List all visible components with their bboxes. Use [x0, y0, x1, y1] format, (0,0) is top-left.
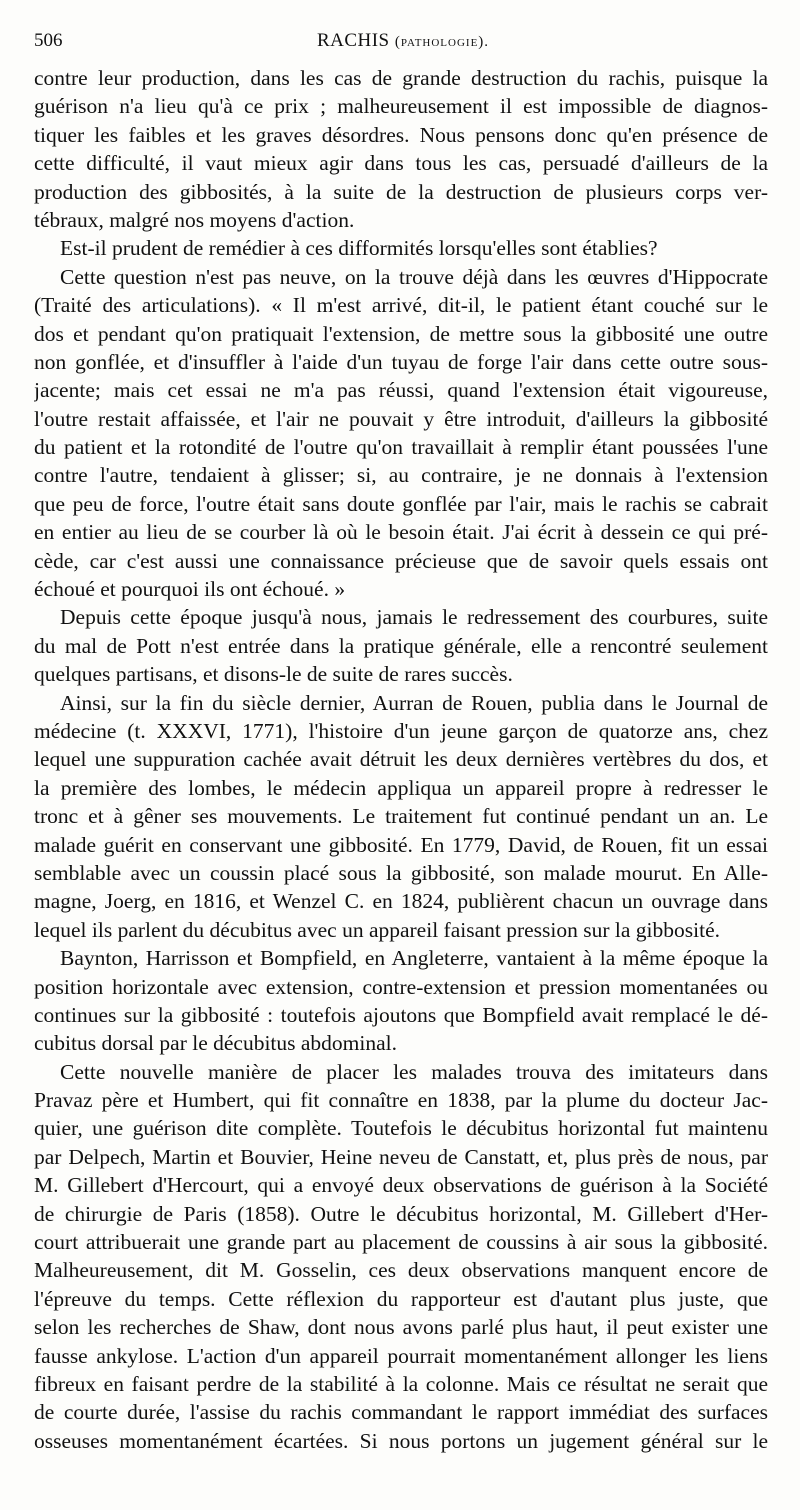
running-header	[34, 30, 772, 60]
text-line: lequel ils parlent du décubitus avec un appareil faisant pression sur la gibbosité.	[34, 917, 721, 942]
text-line: Depuis cette époque jusqu'à nous, jamais le redressement des courbures, suite	[60, 605, 768, 630]
text-line: tronc et à gêner ses mouvements. Le traitement fut continué pendant un an. Le	[34, 804, 768, 829]
text-line: lequel une suppuration cachée avait détruit les deux dernières vertèbres du dos, et	[34, 747, 768, 772]
text-line: (Traité des articulations). « Il m'est arrivé, dit-il, le patient étant couché sur le	[34, 293, 768, 318]
text-line: Baynton, Harrisson et Bompfield, en Angleterre, vantaient à la même époque la	[60, 946, 768, 971]
text-line: semblable avec un coussin placé sous la gibbosité, son malade mourut. En Alle-	[34, 860, 768, 885]
text-line: que peu de force, l'outre était sans doute gonflée par l'air, mais le rachis se cabrait	[34, 491, 768, 516]
text-line: du mal de Pott n'est entrée dans la pratique générale, elle a rencontré seulement	[34, 633, 768, 658]
text-line: cubitus dorsal par le décubitus abdominal.	[34, 1031, 398, 1056]
text-line: Est-il prudent de remédier à ces difformités lorsqu'elles sont établies?	[60, 236, 658, 261]
text-line: l'outre restait affaissée, et l'air ne pouvait y être introduit, d'ailleurs la gibbosité	[34, 406, 768, 431]
text-line: guérison n'a lieu qu'à ce prix ; malheureusement il est impossible de diagnos-	[34, 94, 768, 119]
text-line: cède, car c'est aussi une connaissance précieuse que de savoir quels essais ont	[34, 548, 768, 573]
text-line: de chirurgie de Paris (1858). Outre le décubitus horizontal, M. Gillebert d'Her-	[34, 1201, 768, 1226]
page-number: 506	[34, 30, 63, 51]
text-line: Cette nouvelle manière de placer les malades trouva des imitateurs dans	[60, 1059, 768, 1084]
text-line: quelques partisans, et disons-le de suite de rares succès.	[34, 662, 513, 687]
text-line: de courte durée, l'assise du rachis commandant le rapport immédiat des surfaces	[34, 1400, 768, 1425]
text-line: cette difficulté, il vaut mieux agir dans tous les cas, persuadé d'ailleurs de la	[34, 151, 768, 176]
text-line: continues sur la gibbosité : toutefois ajoutons que Bompfield avait remplacé le dé-	[34, 1002, 768, 1027]
text-line: production des gibbosités, à la suite de la destruction de plusieurs corps ver-	[34, 179, 768, 204]
text-line: tiquer les faibles et les graves désordres. Nous pensons donc qu'en présence de	[34, 122, 768, 147]
text-line: fausse ankylose. L'action d'un appareil pourrait momentanément allonger les liens	[34, 1343, 768, 1368]
text-line: selon les recherches de Shaw, dont nous avons parlé plus haut, il peut exister une	[34, 1315, 768, 1340]
text-line: Cette question n'est pas neuve, on la trouve déjà dans les œuvres d'Hippocrate	[60, 264, 768, 289]
text-line: échoué et pourquoi ils ont échoué. »	[34, 577, 346, 602]
text-line: en entier au lieu de se courber là où le besoin était. J'ai écrit à dessein ce qui pré-	[34, 520, 768, 545]
text-line: Pravaz père et Humbert, qui fit connaître en 1838, par la plume du docteur Jac-	[34, 1088, 768, 1113]
text-line: la première des lombes, le médecin appliqua un appareil propre à redresser le	[34, 775, 768, 800]
text-line: contre l'autre, tendaient à glisser; si, au contraire, je ne donnais à l'extension	[34, 463, 768, 488]
text-line: osseuses momentanément écartées. Si nous portons un jugement général sur le	[34, 1428, 768, 1453]
text-line: M. Gillebert d'Hercourt, qui a envoyé deux observations de guérison à la Société	[34, 1173, 768, 1198]
running-title-main: RACHIS	[316, 30, 390, 51]
text-line: par Delpech, Martin et Bouvier, Heine neveu de Canstatt, et, plus près de nous, par	[34, 1144, 768, 1169]
text-line: Malheureusement, dit M. Gosselin, ces deux observations manquent encore de	[34, 1258, 768, 1283]
text-line: position horizontale avec extension, contre-extension et pression momentanées ou	[34, 974, 768, 999]
text-line: tébraux, malgré nos moyens d'action.	[34, 207, 355, 232]
text-line: magne, Joerg, en 1816, et Wenzel C. en 1824, publièrent chacun un ouvrage dans	[34, 889, 768, 914]
body-text	[34, 64, 768, 1455]
text-line: médecine (t. XXXVI, 1771), l'histoire d'un jeune garçon de quatorze ans, chez	[34, 718, 768, 743]
text-line: Ainsi, sur la fin du siècle dernier, Aurran de Rouen, publia dans le Journal de	[60, 690, 768, 715]
text-line: contre leur production, dans les cas de grande destruction du rachis, puisque la	[34, 66, 768, 90]
text-line: fibreux en faisant perdre de la stabilité à la colonne. Mais ce résultat ne serait que	[34, 1371, 768, 1396]
text-line: du patient et la rotondité de l'outre qu'on travaillait à remplir étant poussées l'une	[34, 435, 768, 460]
text-line: jacente; mais cet essai ne m'a pas réussi, quand l'extension était vigoureuse,	[34, 378, 768, 403]
text-line: malade guérit en conservant une gibbosité. En 1779, David, de Rouen, fit un essai	[34, 832, 768, 857]
text-line: court attribuerait une grande part au placement de coussins à air sous la gibbosité.	[34, 1230, 768, 1255]
text-line: non gonflée, et d'insuffler à l'aide d'un tuyau de forge l'air dans cette outre sous-	[34, 349, 768, 374]
text-line: quier, une guérison dite complète. Toutefois le décubitus horizontal fut maintenu	[34, 1116, 768, 1141]
text-line: dos et pendant qu'on pratiquait l'extension, de mettre sous la gibbosité une outre	[34, 321, 768, 346]
running-title	[34, 30, 772, 52]
text-line: l'épreuve du temps. Cette réflexion du rapporteur est d'autant plus juste, que	[34, 1286, 768, 1311]
running-title-subtitle: (pathologie).	[394, 34, 490, 50]
